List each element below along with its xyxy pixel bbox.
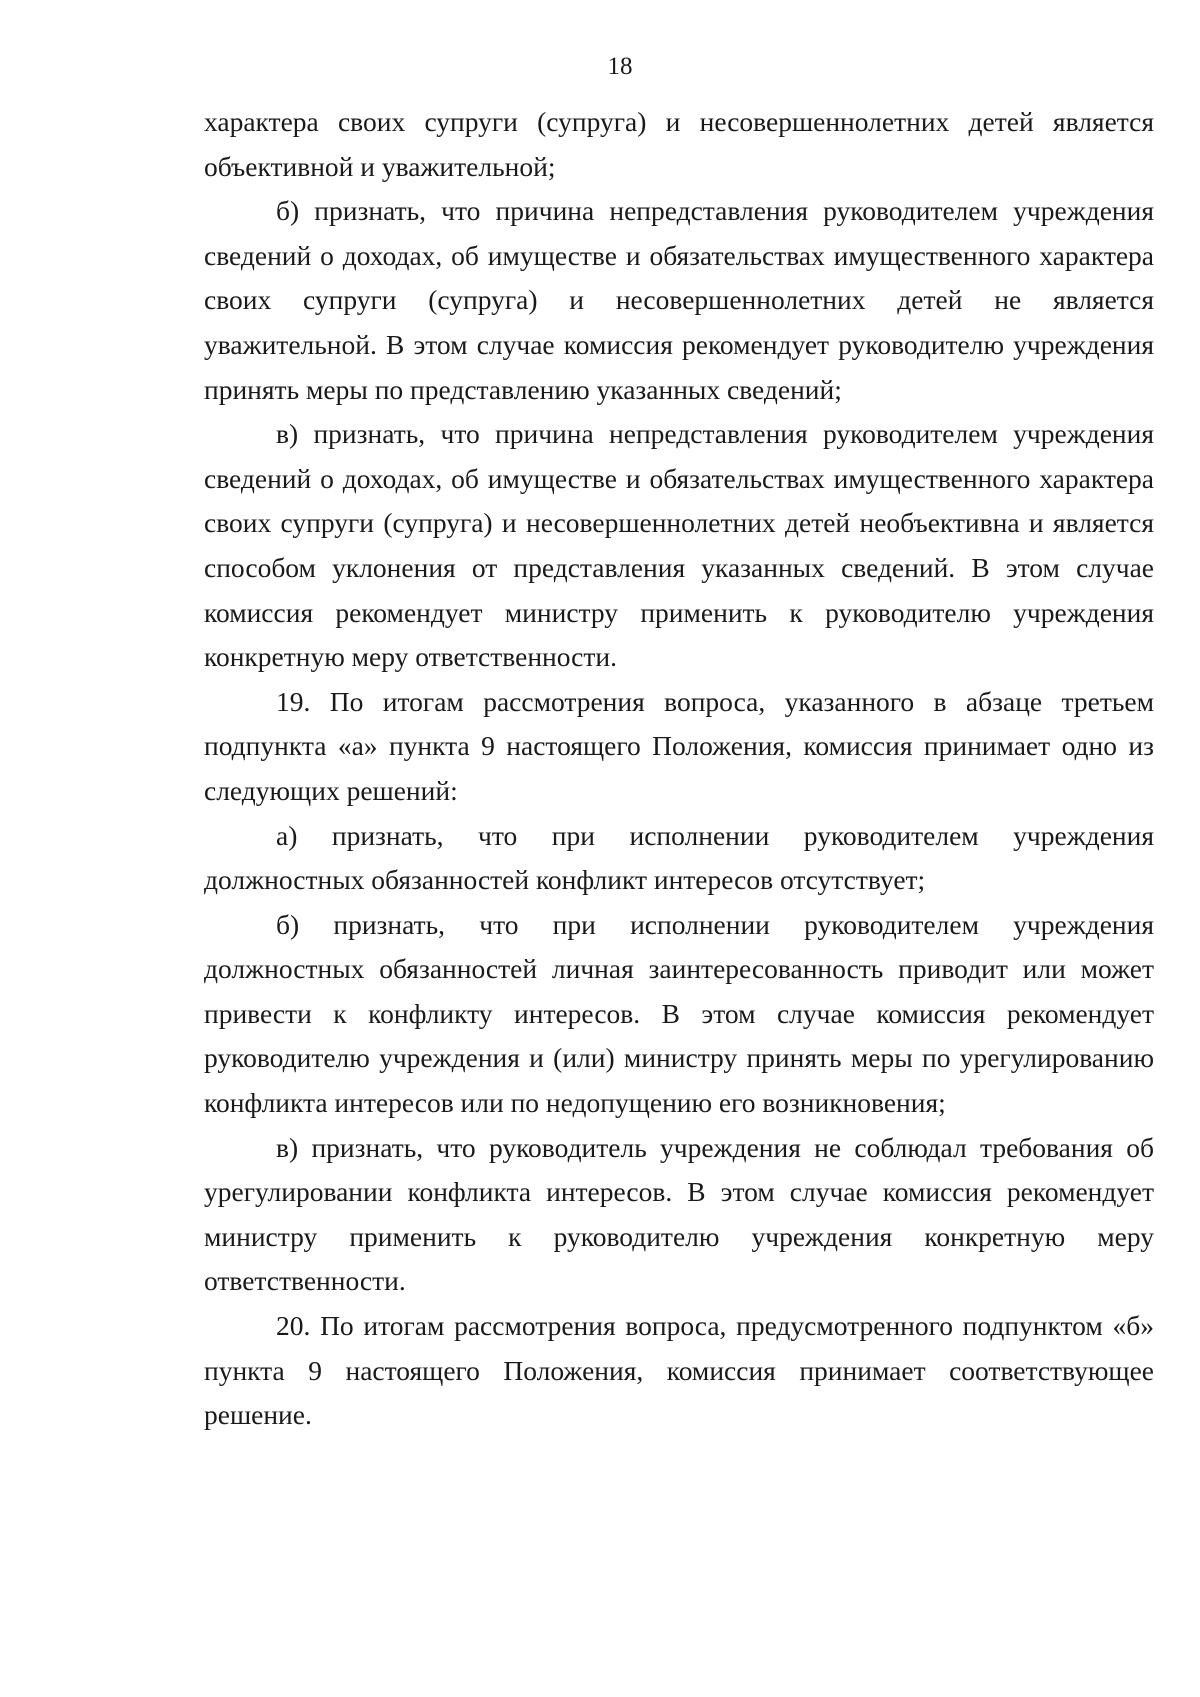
paragraph-18-b: б) признать, что причина непредставления руководителем учреждения сведений о доходах, об имуществе и обязательствах имущественного характера своих супруги (супруга) и несовершеннолетних детей не является уважительной. В этом случае комиссия рекомендует руководителю учреждения принять меры по представлению указанных сведений; (204, 195, 1154, 405)
paragraph-19-v: в) признать, что руководитель учреждения не соблюдал требования об урегулировании конфликта интересов. В этом случае комиссия рекомендует министру применить к руководителю учреждения конкретную меру ответственности. (204, 1131, 1154, 1297)
page-number: 18 (607, 53, 633, 80)
paragraph-19-a: а) признать, что при исполнении руководителем учреждения должностных обязанностей конфликт интересов отсутствует; (204, 819, 1154, 896)
paragraph-continuation: характера своих супруги (супруга) и несовершеннолетних детей является объективной и уважительной; (204, 106, 1154, 182)
paragraph-20: 20. По итогам рассмотрения вопроса, предусмотренного подпунктом «б» пункта 9 настоящего Положения, комиссия принимает соответствующее решение. (204, 1310, 1154, 1431)
paragraph-19-b: б) признать, что при исполнении руководителем учреждения должностных обязанностей личная заинтересованность приводит или может привести к конфликту интересов. В этом случае комиссия рекомендует руководителю учреждения и (или) министру принять меры по урегулированию конфликта интересов или по недопущению его возникновения; (204, 908, 1154, 1119)
document-body (204, 100, 1154, 1438)
paragraph-18-v: в) признать, что причина непредставления руководителем учреждения сведений о доходах, об имуществе и обязательствах имущественного характера своих супруги (супруга) и несовершеннолетних детей необъективна и является способом уклонения от представления указанных сведений. В этом случае комиссия рекомендует министру применить к руководителю учреждения конкретную меру ответственности. (204, 418, 1154, 673)
paragraph-19: 19. По итогам рассмотрения вопроса, указанного в абзаце третьем подпункта «а» пункта 9 настоящего Положения, комиссия принимает одно из следующих решений: (204, 685, 1154, 806)
